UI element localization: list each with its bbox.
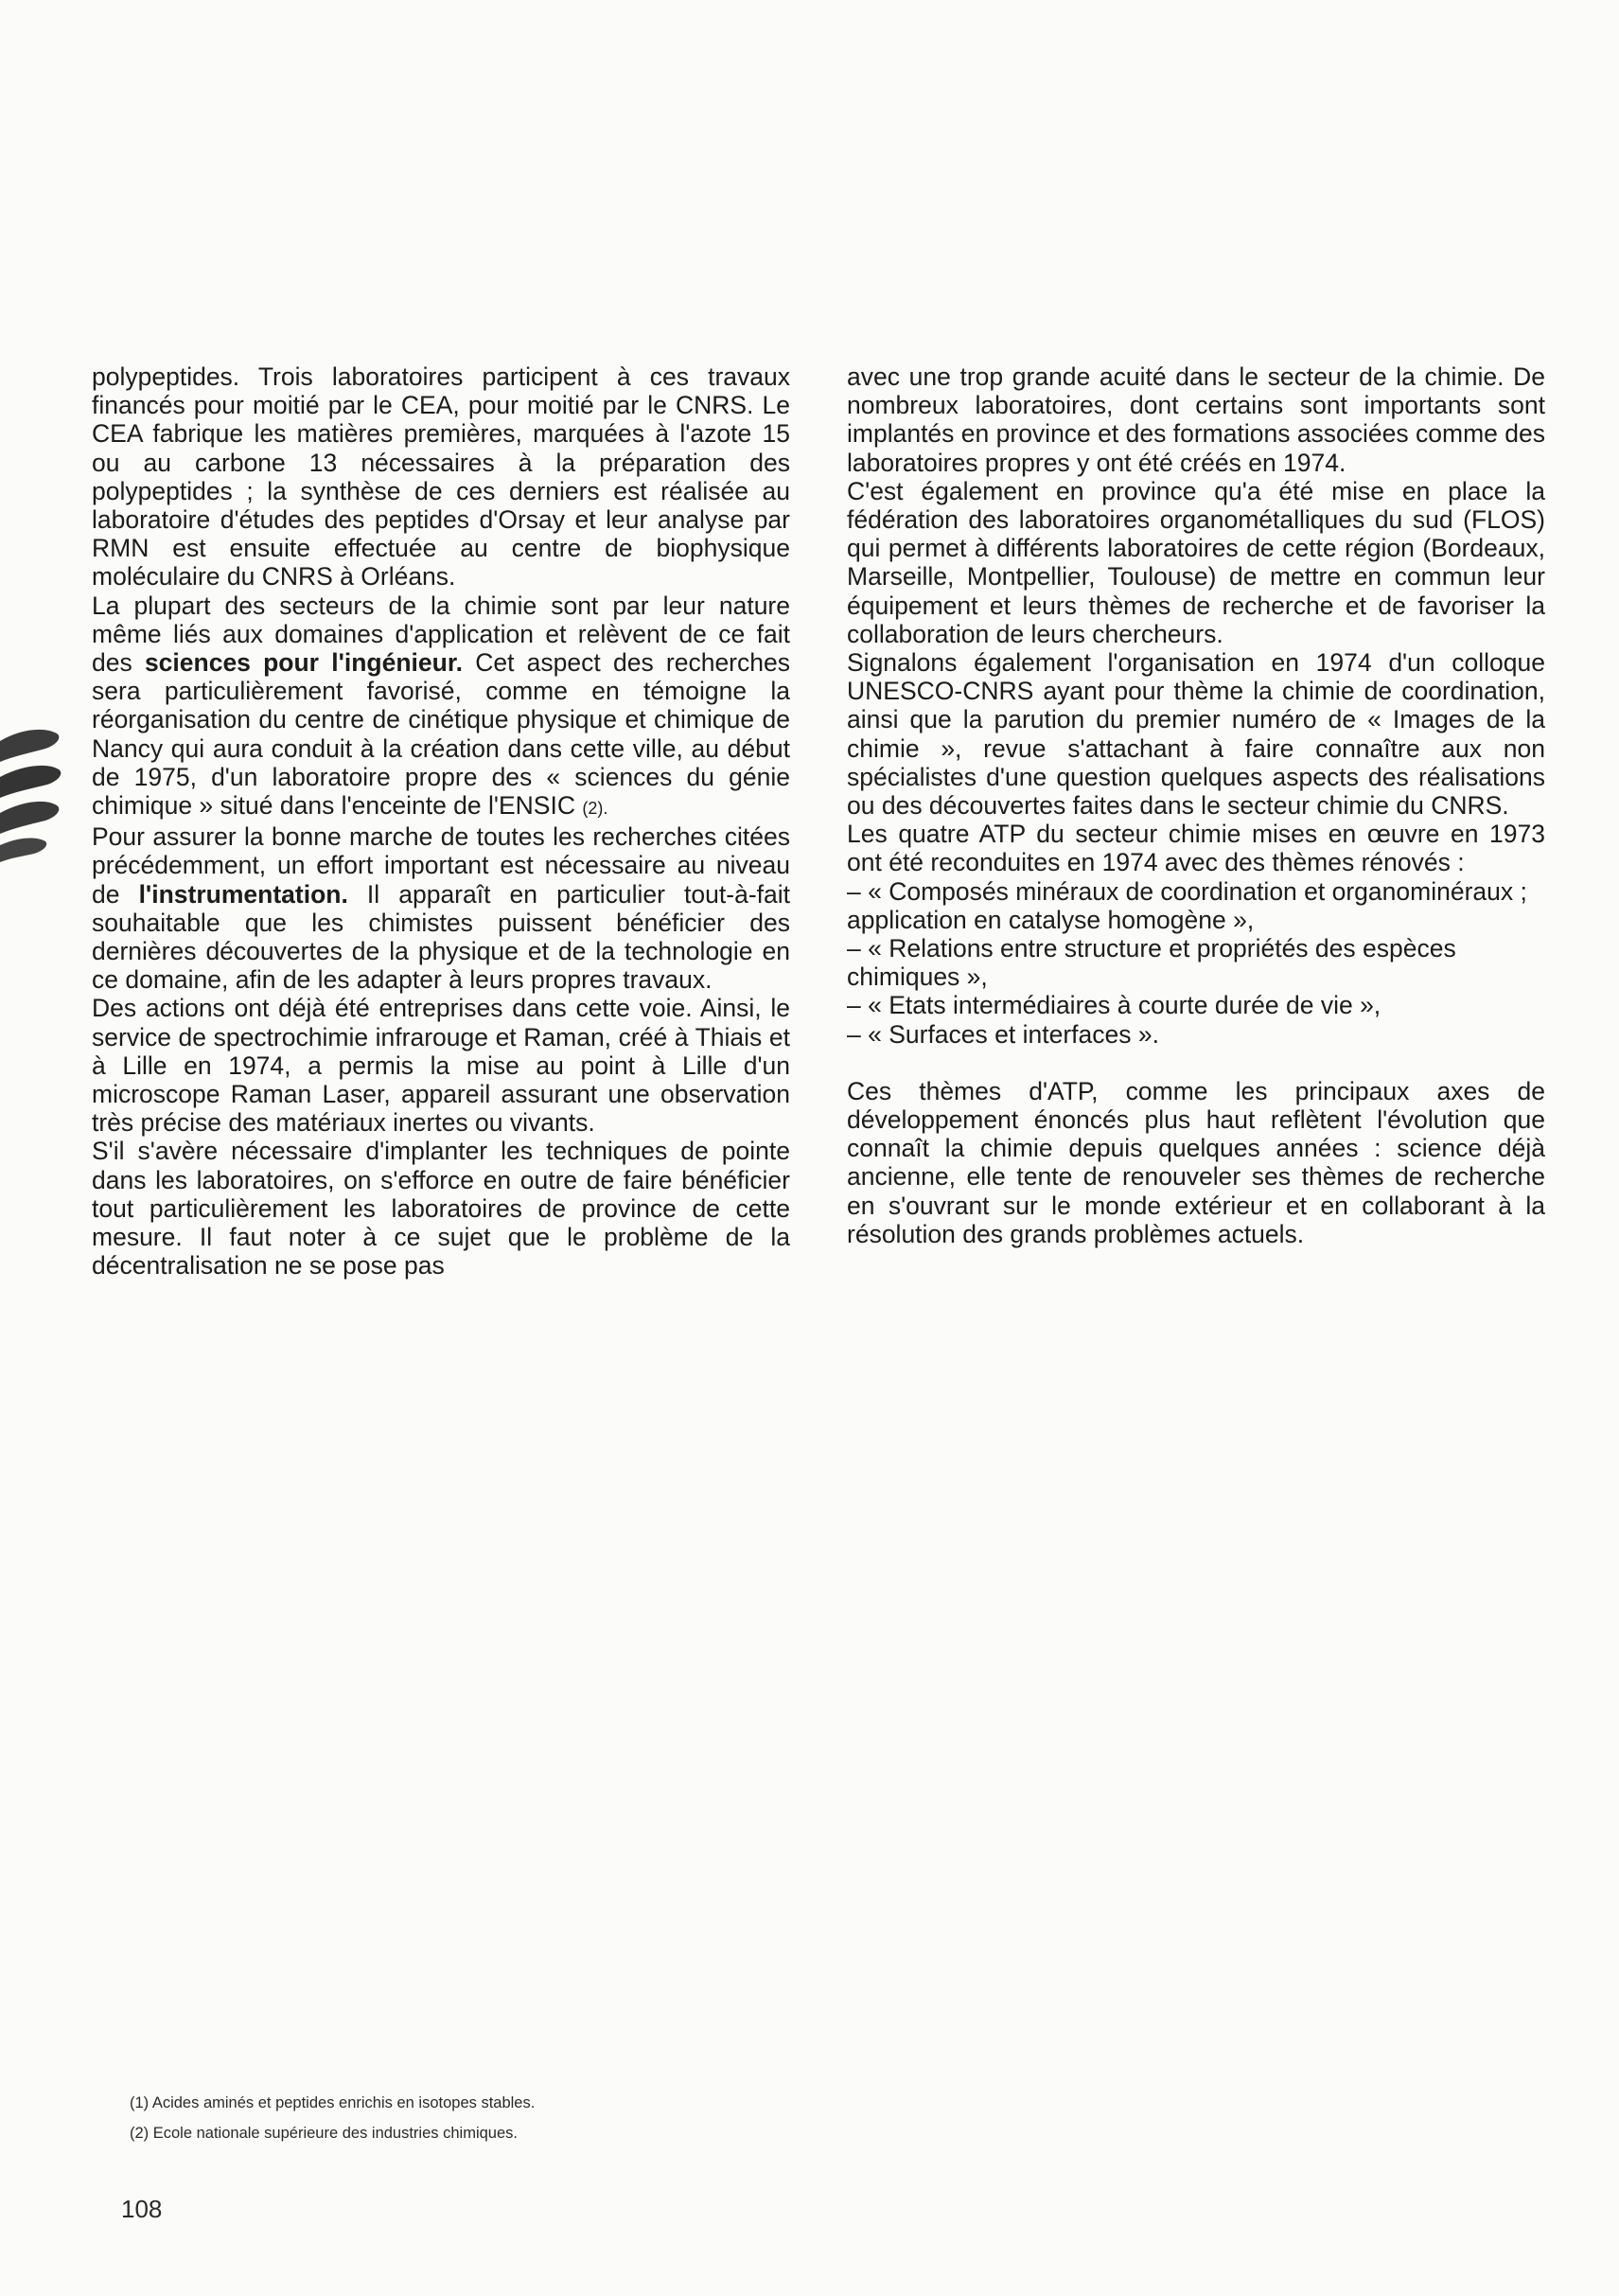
bold-term: sciences pour l'ingénieur.: [144, 648, 464, 678]
paragraph: [92, 592, 790, 823]
paragraph: Des actions ont déjà été entreprises dans cette voie. Ainsi, le service de spectrochimie infrarouge et Raman, créé à Thiais et à Lille en 1974, a permis la mise au point à Lille d'un microscope Raman Laser, appareil assurant une observation très précise des matériaux inertes ou vivants.: [92, 994, 790, 1138]
bold-term: l'instrumentation.: [138, 879, 348, 909]
list-item: – « Relations entre structure et propriétés des espèces chimiques »,: [847, 934, 1456, 992]
footnotes: [130, 2088, 535, 2148]
finger-clip-icon: [0, 724, 66, 875]
footnote-reference: (2).: [582, 799, 608, 819]
paragraph: S'il s'avère nécessaire d'implanter les techniques de pointe dans les laboratoires, on s'efforce en outre de faire bénéficier tout particulièrement les laboratoires de province de cette mesure. Il faut noter à ce sujet que le problème de la décentralisation ne se pose pas: [92, 1137, 790, 1280]
paragraph: avec une trop grande acuité dans le secteur de la chimie. De nombreux laboratoires, dont certains sont importants sont implantés en province et des formations associées comme des laboratoires propres y ont été créés en 1974.: [847, 362, 1545, 477]
paragraph: [92, 822, 790, 994]
right-column: [847, 362, 1545, 1248]
footnote: (1) Acides aminés et peptides enrichis en isotopes stables.: [130, 2094, 536, 2111]
left-column: [92, 362, 790, 1280]
list-item: – « Etats intermédiaires à courte durée de vie »,: [847, 991, 1381, 1020]
footnote: (2) Ecole nationale supérieure des industries chimiques.: [130, 2125, 518, 2142]
paragraph: Les quatre ATP du secteur chimie mises en œuvre en 1973 ont été reconduites en 1974 avec des thèmes rénovés :: [847, 820, 1545, 877]
list-item: – « Composés minéraux de coordination et organominéraux ; application en catalyse homogène »,: [847, 876, 1527, 934]
paragraph: polypeptides. Trois laboratoires participent à ces travaux financés pour moitié par le CEA, pour moitié par le CNRS. Le CEA fabrique les matières premières, marquées à l'azote 15 ou au carbone 13 nécessaires à la préparation des polypeptides ; la synthèse de ces derniers est réalisée au laboratoire d'études des peptides d'Orsay et leur analyse par RMN est ensuite effectuée au centre de biophysique moléculaire du CNRS à Orléans.: [92, 362, 790, 592]
paragraph-text: La plupart des secteurs de la chimie sont par leur nature même liés aux domaines d'application et relèvent de ce fait des: [92, 591, 790, 678]
paragraph: C'est également en province qu'a été mise en place la fédération des laboratoires organométalliques du sud (FLOS) qui permet à différents laboratoires de cette région (Bordeaux, Marseille, Montpellier, Toulouse) de mettre en commun leur équipement et leurs thèmes de recherche et de favoriser la collaboration de leurs chercheurs.: [847, 476, 1545, 648]
list-item: – « Surfaces et interfaces ».: [847, 1019, 1159, 1049]
atp-theme-list: [847, 877, 1545, 1049]
paragraph-text: Cet aspect des recherches sera particulièrement favorisé, comme en témoigne la réorganisation du centre de cinétique physique et chimique de Nancy qui aura conduit à la création dans cette ville, au début de 1975, d'un laboratoire propre des « sciences du génie chimique » situé dans l'enceinte de l'ENSIC: [92, 648, 790, 821]
paragraph: Ces thèmes d'ATP, comme les principaux axes de développement énoncés plus haut reflètent l'évolution que connaît la chimie depuis quelques années : science déjà ancienne, elle tente de renouveler ses thèmes de recherche en s'ouvrant sur le monde extérieur et en collaborant à la résolution des grands problèmes actuels.: [847, 1076, 1545, 1248]
page-number: 108: [121, 2195, 163, 2223]
paragraph-text: Pour assurer la bonne marche de toutes les recherches citées précédemment, un effort important est nécessaire au niveau de: [92, 822, 790, 909]
paragraph-text: Il apparaît en particulier tout-à-fait souhaitable que les chimistes puissent bénéficier des dernières découvertes de la physique et de la technologie en ce domaine, afin de les adapter à leurs propres travaux.: [92, 879, 790, 995]
paragraph: Signalons également l'organisation en 1974 d'un colloque UNESCO-CNRS ayant pour thème la chimie de coordination, ainsi que la parution du premier numéro de « Images de la chimie », revue s'attachant à faire connaître aux non spécialistes d'une question quelques aspects des réalisations ou des découvertes faites dans le secteur chimie du CNRS.: [847, 648, 1545, 821]
